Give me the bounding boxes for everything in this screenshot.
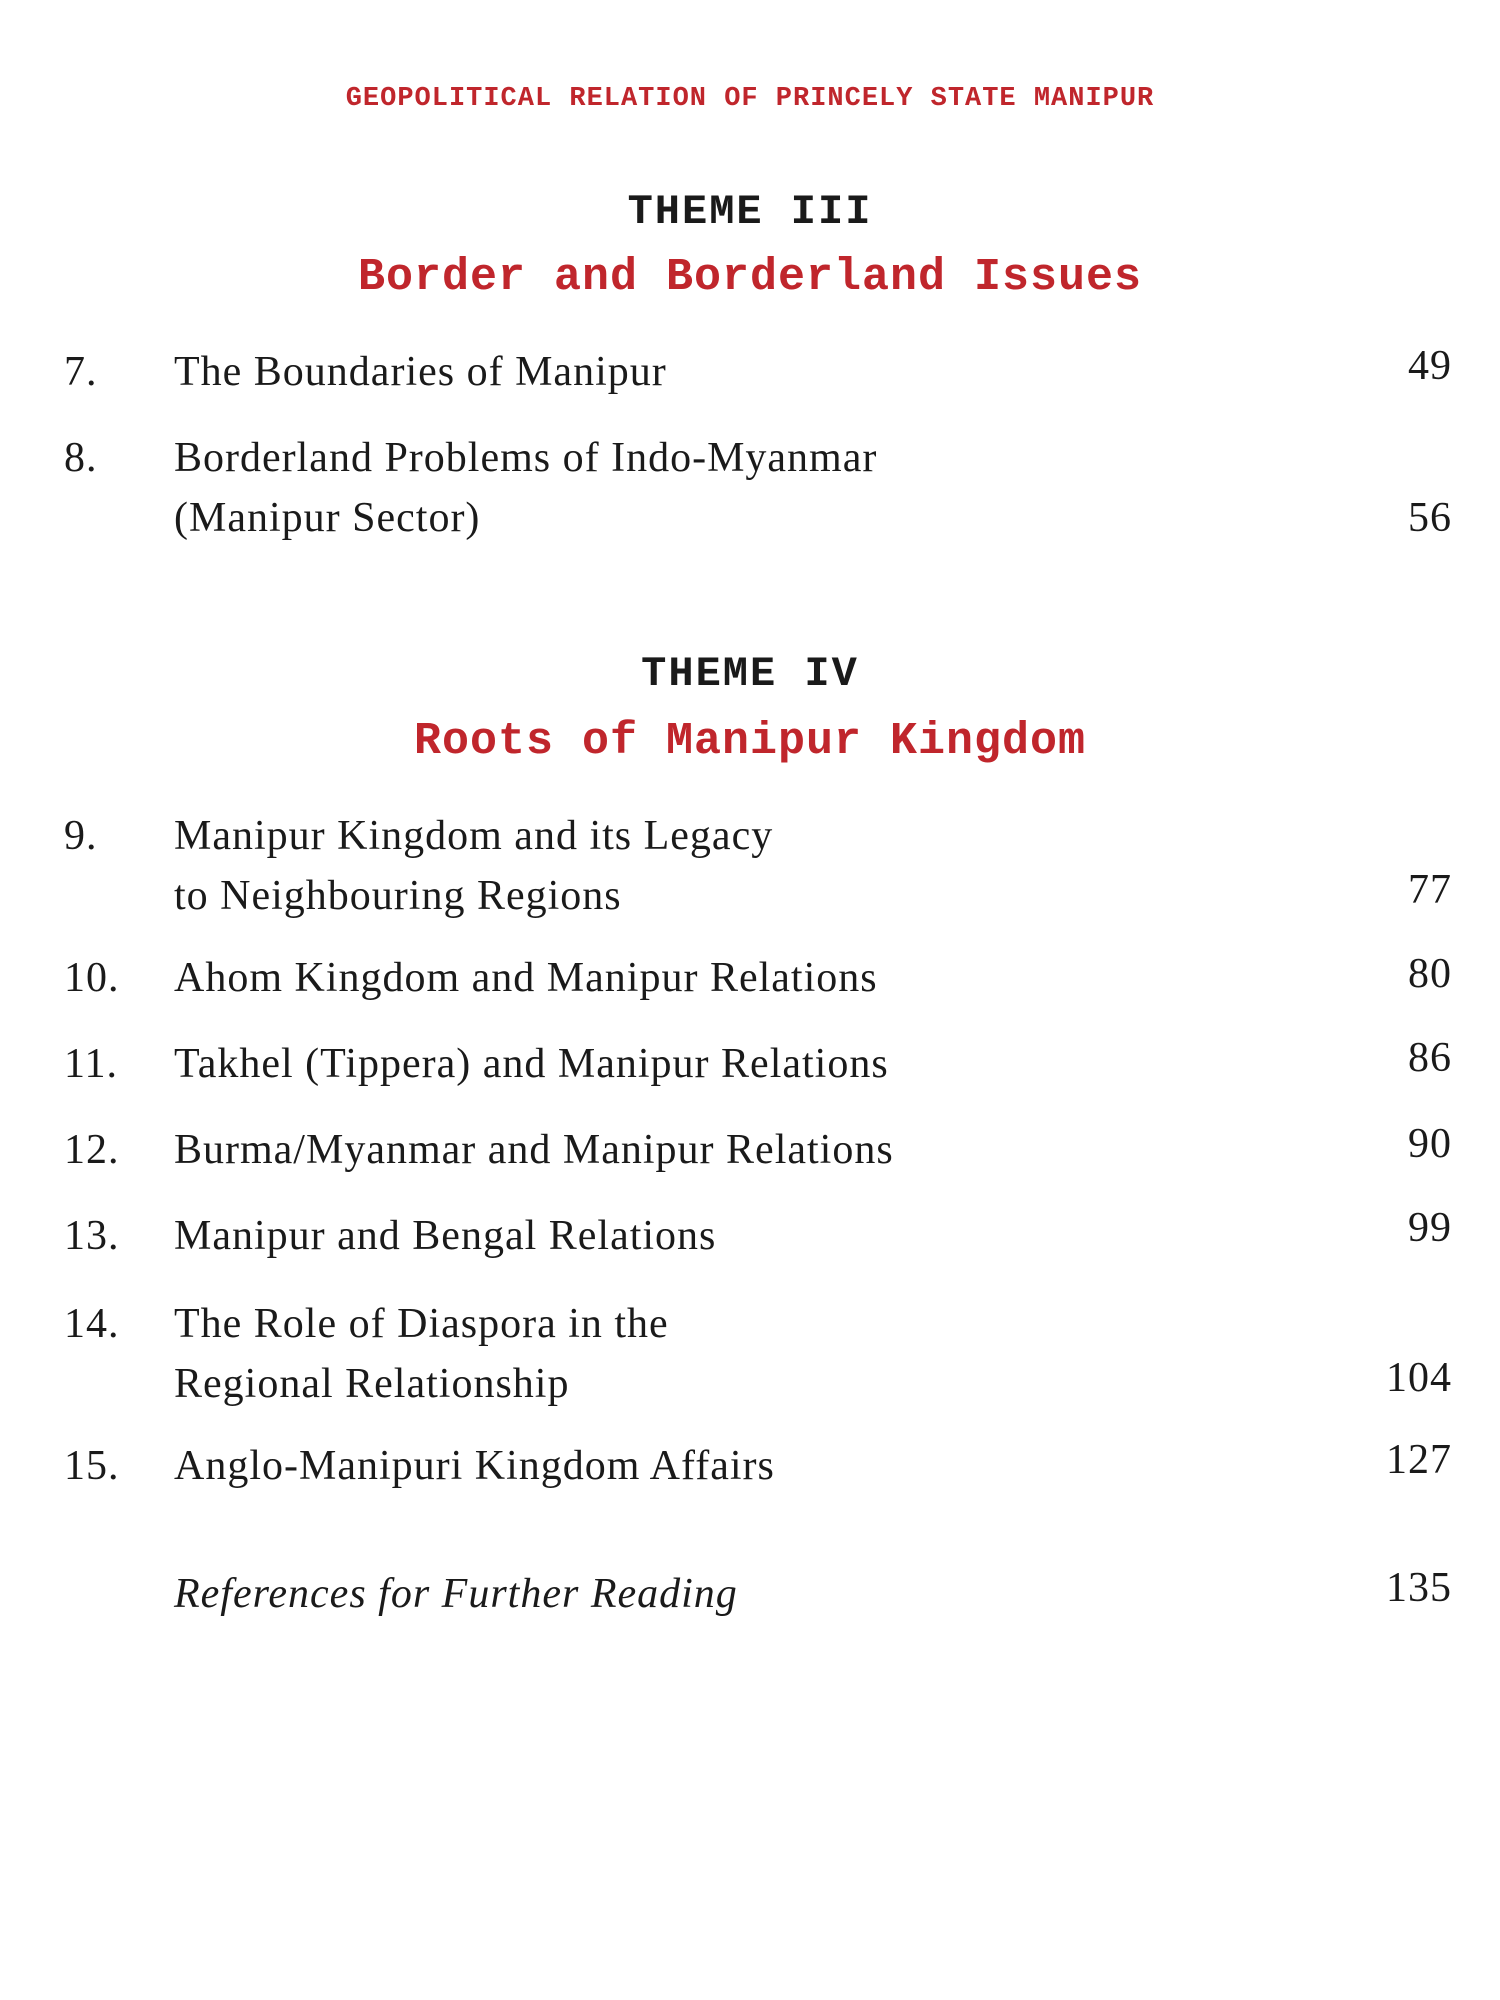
- entry-title: [174, 342, 1174, 402]
- entry-title-line: Anglo-Manipuri Kingdom Affairs: [174, 1443, 775, 1489]
- entry-number: 14.: [64, 1301, 120, 1347]
- entry-title: References for Further Reading: [174, 1571, 738, 1617]
- entry-title-line: Takhel (Tippera) and Manipur Relations: [174, 1041, 889, 1087]
- entry-number: 10.: [64, 955, 120, 1001]
- entry-page: 80: [1408, 951, 1452, 997]
- theme-3-title: Border and Borderland Issues: [357, 252, 1143, 303]
- entry-page: 135: [1386, 1565, 1452, 1611]
- entry-page: 127: [1386, 1437, 1452, 1483]
- entry-title: [174, 1294, 1174, 1414]
- entry-title-line: Manipur and Bengal Relations: [174, 1213, 717, 1259]
- entry-title: [174, 1206, 1174, 1266]
- entry-page: 86: [1408, 1035, 1452, 1081]
- entry-number: 13.: [64, 1213, 120, 1259]
- entry-title-line: (Manipur Sector): [174, 495, 481, 541]
- entry-page: 104: [1386, 1355, 1452, 1401]
- entry-title-line: Ahom Kingdom and Manipur Relations: [174, 955, 878, 1001]
- entry-title: [174, 428, 1174, 548]
- entry-title-line: Regional Relationship: [174, 1361, 570, 1407]
- entry-number: 15.: [64, 1443, 120, 1489]
- entry-title-line: Burma/Myanmar and Manipur Relations: [174, 1127, 894, 1173]
- theme-4-label: THEME IV: [641, 650, 859, 698]
- entry-title-line: Borderland Problems of Indo-Myanmar: [174, 435, 878, 481]
- entry-page: 49: [1408, 343, 1452, 389]
- theme-3-label: THEME III: [627, 188, 873, 236]
- entry-title-line: The Boundaries of Manipur: [174, 349, 667, 395]
- entry-title: [174, 1436, 1174, 1496]
- entry-number: 7.: [64, 349, 98, 395]
- entry-page: 77: [1408, 867, 1452, 913]
- entry-title: [174, 1120, 1174, 1180]
- entry-title: [174, 948, 1174, 1008]
- entry-title: [174, 806, 1174, 926]
- entry-number: 8.: [64, 435, 98, 481]
- entry-page: 99: [1408, 1205, 1452, 1251]
- entry-title-line: The Role of Diaspora in the: [174, 1301, 669, 1347]
- running-head: GEOPOLITICAL RELATION OF PRINCELY STATE MANIPUR: [345, 84, 1155, 114]
- entry-number: 9.: [64, 813, 98, 859]
- entry-page: 56: [1408, 495, 1452, 541]
- entry-title-line: Manipur Kingdom and its Legacy: [174, 813, 774, 859]
- entry-page: 90: [1408, 1121, 1452, 1167]
- entry-number: 11.: [64, 1041, 118, 1087]
- entry-title-line: to Neighbouring Regions: [174, 873, 622, 919]
- entry-number: 12.: [64, 1127, 120, 1173]
- theme-4-title: Roots of Manipur Kingdom: [413, 716, 1087, 767]
- entry-title: [174, 1034, 1174, 1094]
